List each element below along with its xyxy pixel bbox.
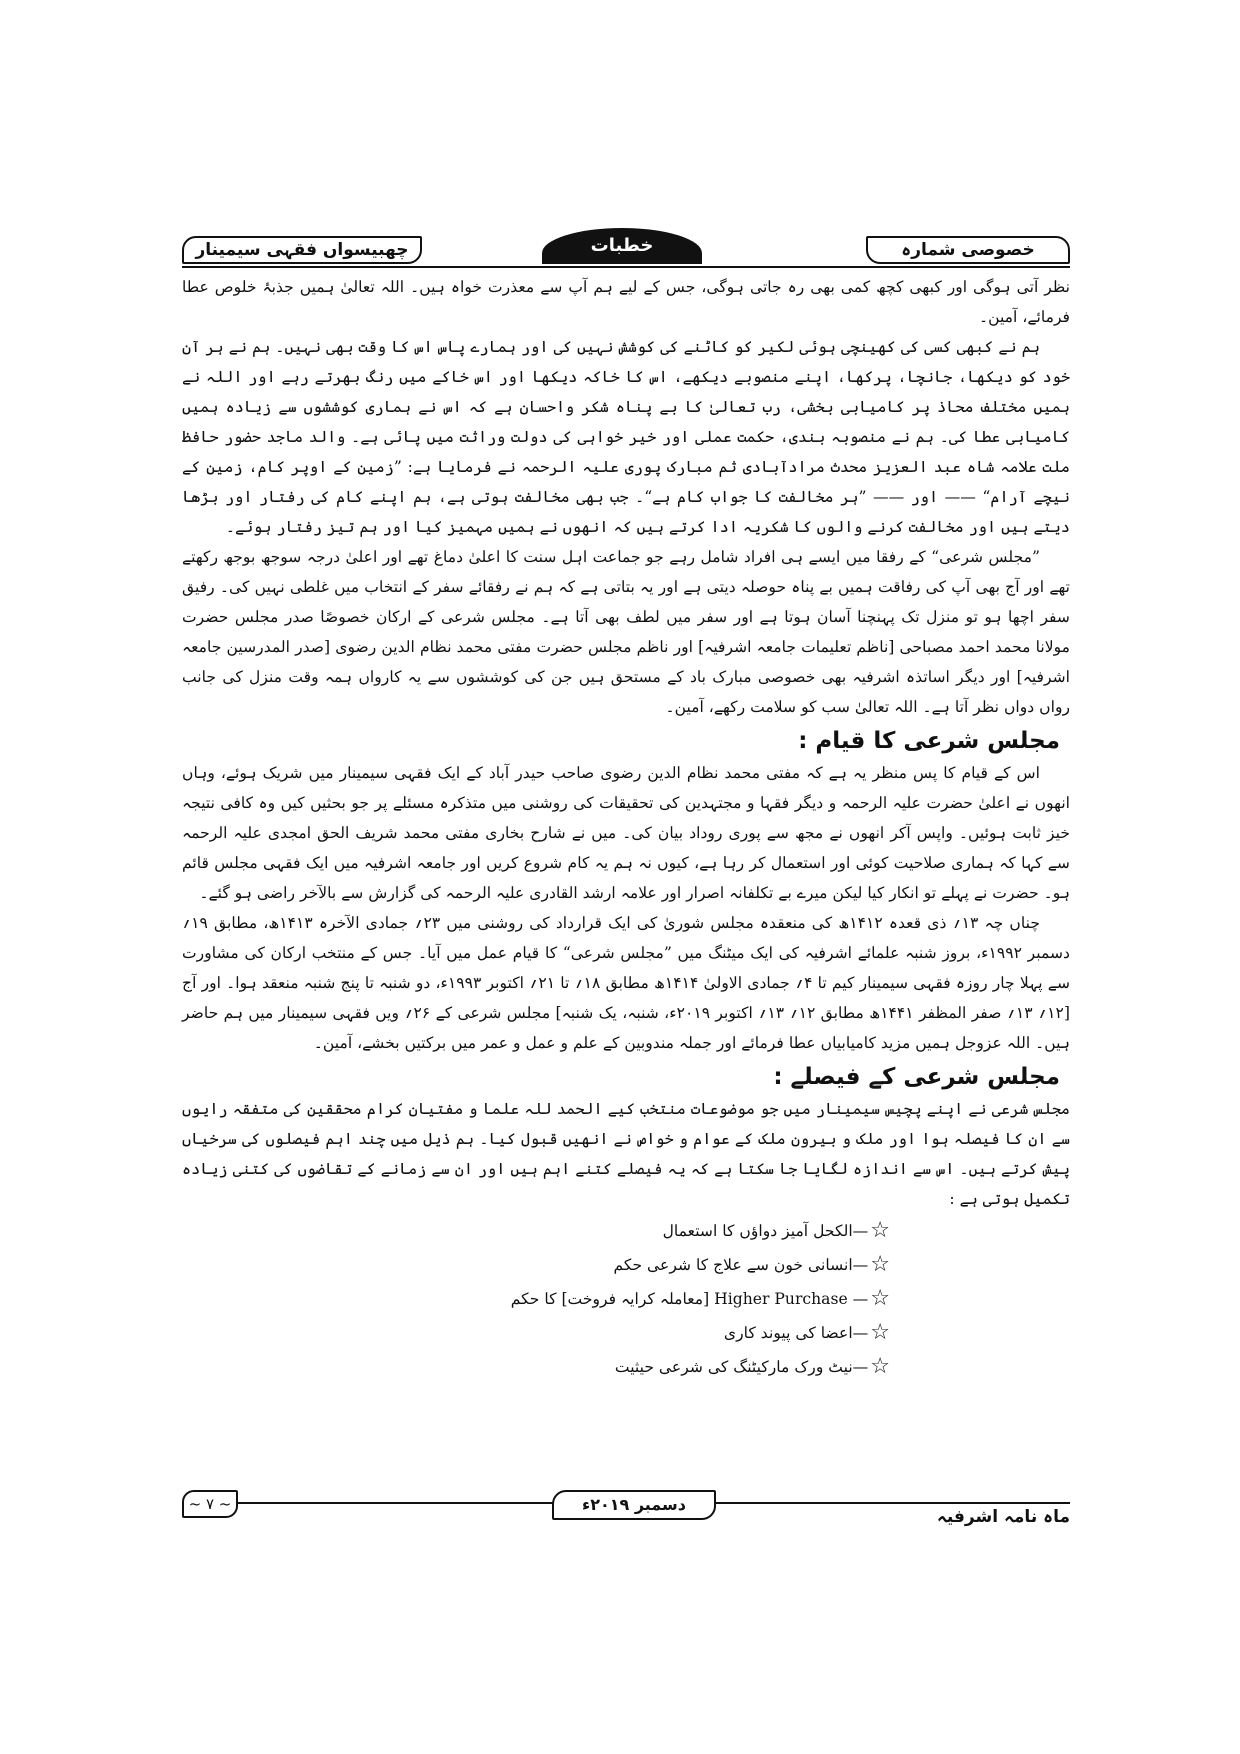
page-header	[182, 228, 1070, 268]
seminar-label: چھبیسواں فقہی سیمینار	[182, 236, 422, 264]
star-icon: ☆	[870, 1252, 890, 1277]
page-number: ~ ۷ ~	[182, 1490, 238, 1518]
star-icon: ☆	[870, 1354, 890, 1379]
section-label: خطبات	[542, 228, 702, 264]
list-item-text: —الکحل آمیز دواؤں کا استعمال	[662, 1222, 869, 1240]
list-item	[182, 1282, 890, 1316]
decisions-list	[182, 1214, 1070, 1384]
journal-name: ماہ نامہ اشرفیہ	[936, 1507, 1070, 1527]
article-body	[182, 272, 1070, 1384]
paragraph: مجلس شرعی نے اپنے پچیس سیمینار میں جو موضوعات منتخب کیے الحمد للہ علما و مفتیان کرام محققین کی متفقہ رایوں سے ان کا فیصلہ ہوا اور ملک و بیرون ملک کے عوام و خواص نے انھیں قبول کیا۔ ہم ذیل میں چند اہم فیصلوں کی سرخیاں پیش کرتے ہیں۔ اس سے اندازہ لگایا جا سکتا ہے کہ یہ فیصلے کتنے اہم ہیں اور ان سے زمانے کے تقاضوں کی کتنی زیادہ تکمیل ہوتی ہے :	[182, 1100, 1070, 1208]
star-icon: ☆	[870, 1286, 890, 1311]
list-item-text: —انسانی خون سے علاج کا شرعی حکم	[613, 1256, 869, 1274]
paragraph: اس کے قیام کا پس منظر یہ ہے کہ مفتی محمد نظام الدین رضوی صاحب حیدر آباد کے ایک فقہی سیمینار میں شریک ہوئے، وہاں انھوں نے اعلیٰ حضرت علیہ الرحمہ و دیگر فقہا و مجتہدین کی تحقیقات کی روشنی میں متذکرہ مسئلے پر جو بحثیں کیں وہ کافی نتیجہ خیز ثابت ہوئیں۔ واپس آکر انھوں نے مجھ سے پوری روداد بیان کی۔ میں نے شارح بخاری مفتی محمد شریف الحق امجدی علیہ الرحمہ سے کہا کہ ہماری صلاحیت کوئی اور استعمال کر رہا ہے، کیوں نہ ہم یہ کام شروع کریں اور جامعہ اشرفیہ میں ایک فقہی مجلس قائم ہو۔ حضرت نے پہلے تو انکار کیا لیکن میرے بے تکلفانہ اصرار اور علامہ ارشد القادری علیہ الرحمہ کی گزارش سے بالآخر راضی ہو گئے۔	[182, 764, 1070, 902]
section-heading: مجلس شرعی کا قیام :	[798, 728, 1060, 754]
list-item	[182, 1214, 890, 1248]
special-issue-label: خصوصی شمارہ	[866, 236, 1070, 264]
star-icon: ☆	[870, 1320, 890, 1345]
paragraph: نظر آتی ہوگی اور کبھی کچھ کمی بھی رہ جاتی ہوگی، جس کے لیے ہم آپ سے معذرت خواہ ہیں۔ اللہ تعالیٰ ہمیں جذبۂ خلوص عطا فرمائے، آمین۔	[182, 278, 1070, 326]
paragraph: ہم نے کبھی کسی کی کھینچی ہوئی لکیر کو کاٹنے کی کوشش نہیں کی اور ہمارے پاس اس کا وقت بھی نہیں۔ ہم نے ہر آن خود کو دیکھا، جانچا، پرکھا، اپنے منصوبے دیکھے، اس کا خاکہ دیکھا اور اس خاکے میں رنگ بھرتے رہے اور اللہ نے ہمیں مختلف محاذ پر کامیابی بخشی، رب تعالیٰ کا بے پناہ شکر واحسان ہے کہ اس نے ہماری کوششوں سے زیادہ ہمیں کامیابی عطا کی۔ ہم نے منصوبہ بندی، حکمت عملی اور خیر خواہی کی دولت وراثت میں پائی ہے۔ والد ماجد حضور حافظ ملت علامہ شاہ عبد العزیز محدث مرادآبادی ثم مبارک پوری علیہ الرحمہ نے فرمایا ہے: ”زمین کے اوپر کام، زمین کے نیچے آرام“ —— اور —— ”ہر مخالفت کا جواب کام ہے“۔ جب بھی مخالفت ہوتی ہے، ہم اپنے کام کی رفتار اور بڑھا دیتے ہیں اور مخالفت کرنے والوں کا شکریہ ادا کرتے ہیں کہ انھوں نے ہمیں مہمیز کیا اور ہم تیز رفتار ہوئے۔	[182, 338, 1070, 536]
list-item	[182, 1316, 890, 1350]
page-footer	[182, 1486, 1070, 1526]
list-item	[182, 1350, 890, 1384]
section-heading: مجلس شرعی کے فیصلے :	[773, 1064, 1060, 1090]
list-item-text: —اعضا کی پیوند کاری	[723, 1324, 869, 1342]
list-item-text: —نیٹ ورک مارکیٹنگ کی شرعی حیثیت	[614, 1358, 869, 1376]
list-item	[182, 1248, 890, 1282]
list-item-text: — Higher Purchase [معاملہ کرایہ فروخت] کا حکم	[510, 1290, 869, 1308]
star-icon: ☆	[870, 1218, 890, 1243]
paragraph: ”مجلس شرعی“ کے رفقا میں ایسے ہی افراد شامل رہے جو جماعت اہل سنت کا اعلیٰ دماغ تھے اور اعلیٰ درجہ سوجھ بوجھ رکھتے تھے اور آج بھی آپ کی رفاقت ہمیں بے پناہ حوصلہ دیتی ہے اور یہ بتاتی ہے کہ ہم نے رفقائے سفر کے انتخاب میں غلطی نہیں کی۔ رفیق سفر اچھا ہو تو منزل تک پہنچنا آسان ہوتا ہے اور سفر میں لطف بھی آتا ہے۔ مجلس شرعی کے ارکان خصوصًا صدر مجلس حضرت مولانا محمد احمد مصباحی [ناظم تعلیمات جامعہ اشرفیہ] اور ناظم مجلس حضرت مفتی محمد نظام الدین رضوی [صدر المدرسین جامعہ اشرفیہ] اور دیگر اساتذہ اشرفیہ بھی خصوصی مبارک باد کے مستحق ہیں جن کی کوششوں سے یہ کارواں ہمہ وقت منزل کی جانب رواں دواں نظر آتا ہے۔ اللہ تعالیٰ سب کو سلامت رکھے، آمین۔	[182, 548, 1071, 716]
paragraph: چناں چہ ۱۳؍ ذی قعدہ ۱۴۱۲ھ کی منعقدہ مجلس شوریٰ کی ایک قرارداد کی روشنی میں ۲۳؍ جمادی الآخرہ ۱۴۱۳ھ، مطابق ۱۹؍ دسمبر ۱۹۹۲ء، بروز شنبہ علمائے اشرفیہ کی ایک میٹنگ میں ”مجلس شرعی“ کا قیام عمل میں آیا۔ جس کے منتخب ارکان کی مشاورت سے پہلا چار روزہ فقہی سیمینار کیم تا ۴؍ جمادی الاولیٰ ۱۴۱۴ھ مطابق ۱۸؍ تا ۲۱؍ اکتوبر ۱۹۹۳ء، دو شنبہ تا پنج شنبہ منعقد ہوا۔ اور آج [۱۲؍ ۱۳؍ صفر المظفر ۱۴۴۱ھ مطابق ۱۲؍ ۱۳؍ اکتوبر ۲۰۱۹ء، شنبہ، یک شنبہ] مجلس شرعی کے ۲۶؍ ویں فقہی سیمینار میں ہم حاضر ہیں۔ اللہ عزوجل ہمیں مزید کامیابیاں عطا فرمائے اور جملہ مندوبین کے علم و عمل و عمر میں برکتیں بخشے، آمین۔	[182, 914, 1071, 1052]
issue-date: دسمبر ۲۰۱۹ء	[552, 1490, 716, 1520]
header-rule	[182, 266, 1070, 268]
